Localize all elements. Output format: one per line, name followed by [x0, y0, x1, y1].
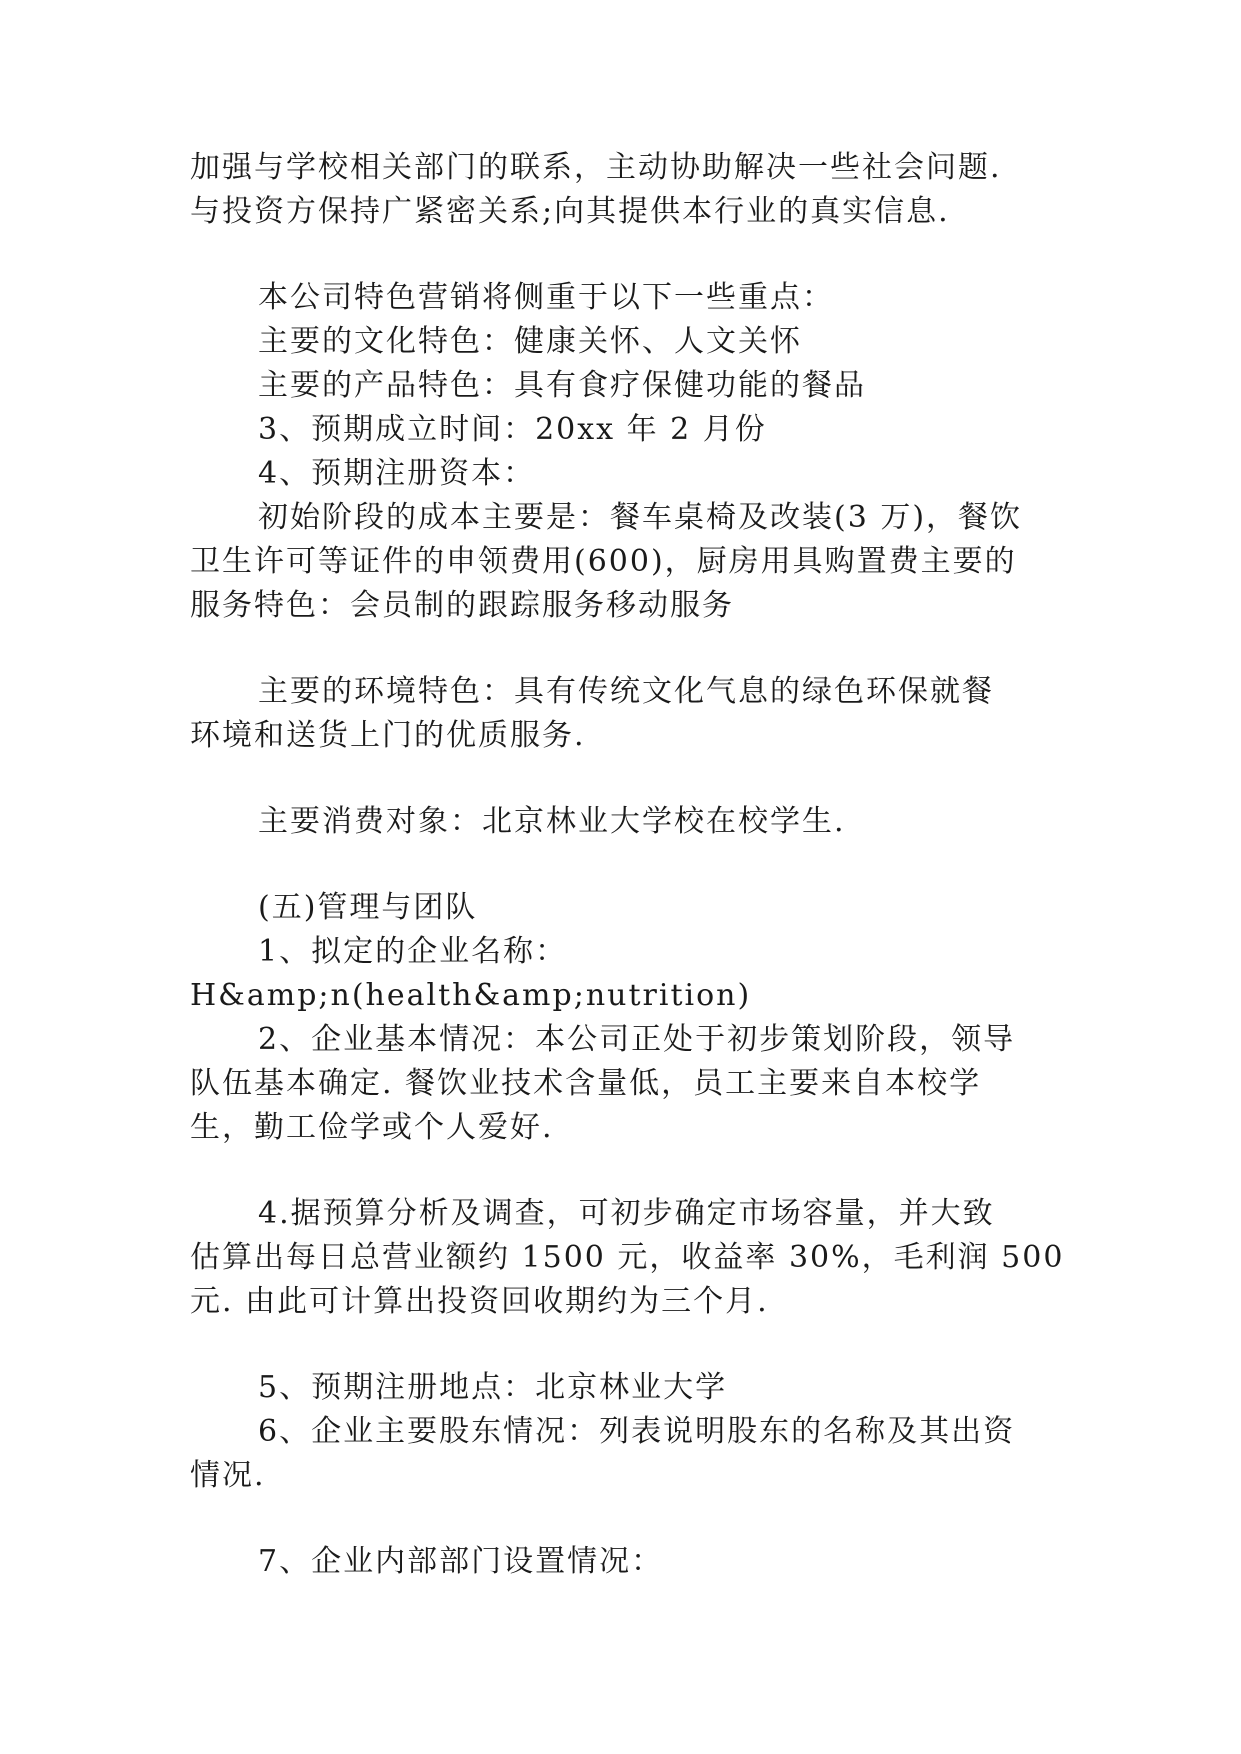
body-text-line: 主要的环境特色：具有传统文化气息的绿色环保就餐: [258, 674, 994, 709]
body-text-line: 4.据预算分析及调查，可初步确定市场容量，并大致: [258, 1196, 995, 1231]
document-page: [190, 146, 1070, 1584]
body-text-line: 与投资方保持广紧密关系;向其提供本行业的真实信息.: [190, 194, 950, 229]
paragraph-gap: [190, 844, 1070, 886]
body-text-line: 2、企业基本情况：本公司正处于初步策划阶段，领导: [258, 1022, 1016, 1057]
section-heading: (五)管理与团队: [258, 890, 478, 925]
body-text-line: 3、预期成立时间：20xx 年 2 月份: [258, 412, 767, 447]
body-text-line: 7、企业内部部门设置情况：: [258, 1544, 664, 1579]
paragraph-gap: [190, 1324, 1070, 1366]
body-text-line: 主要的文化特色：健康关怀、人文关怀: [258, 324, 802, 359]
body-text-line: 服务特色：会员制的跟踪服务移动服务: [190, 588, 734, 623]
paragraph-gap: [190, 1498, 1070, 1540]
paragraph-gap: [190, 234, 1070, 276]
body-text-line: 主要的产品特色：具有食疗保健功能的餐品: [258, 368, 866, 403]
body-text-line: 元. 由此可计算出投资回收期约为三个月.: [190, 1284, 769, 1319]
body-text-line: 环境和送货上门的优质服务.: [190, 718, 586, 753]
paragraph-gap: [190, 758, 1070, 800]
body-text-line: 估算出每日总营业额约 1500 元，收益率 30%，毛利润 500: [190, 1240, 1065, 1275]
paragraph-gap: [190, 1150, 1070, 1192]
body-text-line: 初始阶段的成本主要是：餐车桌椅及改装(3 万)，餐饮: [258, 500, 1023, 535]
body-text-line: 情况.: [190, 1458, 266, 1493]
body-text-line: 本公司特色营销将侧重于以下一些重点：: [258, 280, 834, 315]
body-text-line: 加强与学校相关部门的联系，主动协助解决一些社会问题.: [190, 150, 1002, 185]
paragraph-gap: [190, 628, 1070, 670]
body-text-line: 队伍基本确定. 餐饮业技术含量低，员工主要来自本校学: [190, 1066, 982, 1101]
body-text-line: 卫生许可等证件的申领费用(600)，厨房用具购置费主要的: [190, 544, 1017, 579]
body-text-line: 生，勤工俭学或个人爱好.: [190, 1110, 554, 1145]
body-text-line: 主要消费对象：北京林业大学校在校学生.: [258, 804, 846, 839]
body-text-line: 1、拟定的企业名称：: [258, 934, 568, 969]
body-text-line: 5、预期注册地点：北京林业大学: [258, 1370, 728, 1405]
body-text-line: 6、企业主要股东情况：列表说明股东的名称及其出资: [258, 1414, 1016, 1449]
body-text-line: 4、预期注册资本：: [258, 456, 536, 491]
body-text-line: H&amp;n(health&amp;nutrition): [190, 978, 752, 1013]
